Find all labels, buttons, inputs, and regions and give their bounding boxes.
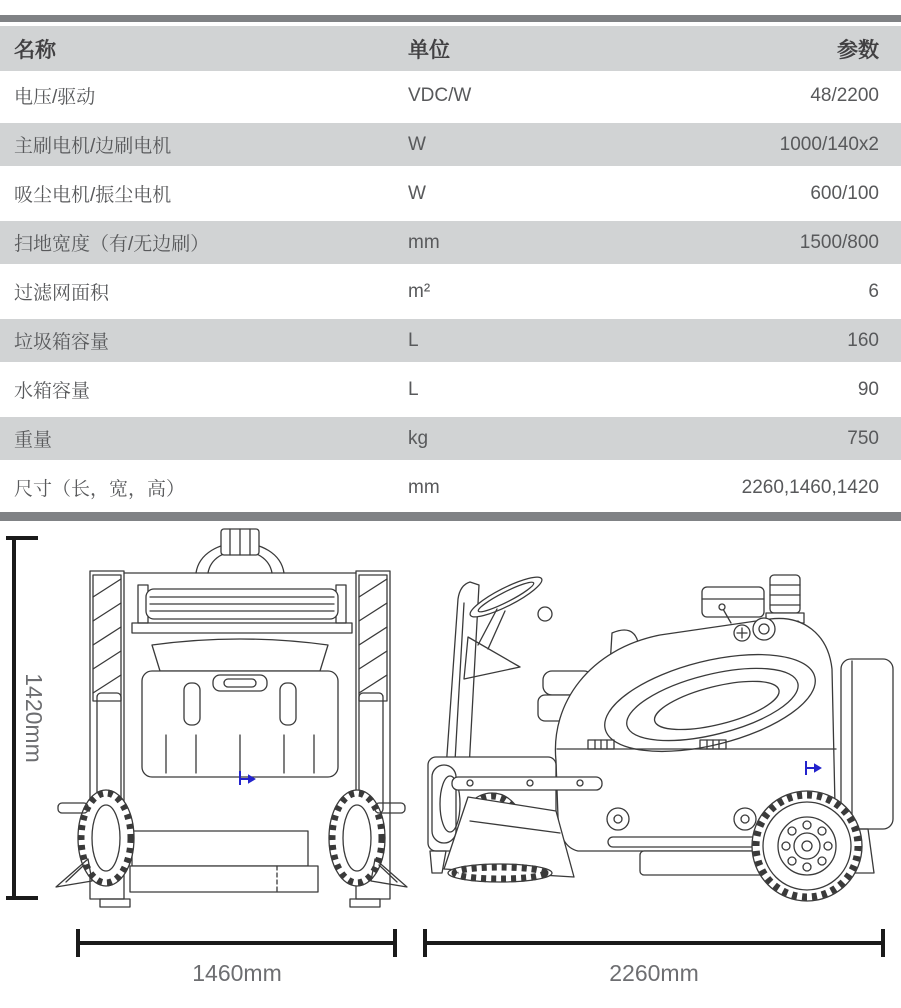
table-row [0,120,901,169]
spec-name-cell: 电压/驱动 [14,87,96,108]
table-header-row [0,26,901,71]
spec-value-cell: 600/100 [810,182,879,204]
spec-value-cell: 2260,1460,1420 [741,476,879,498]
table-bottom-divider [0,512,901,521]
spec-unit-cell: L [408,378,419,400]
spec-unit-cell: W [408,133,426,155]
table-row [0,169,901,218]
table-top-divider [0,15,901,22]
spec-unit-cell: mm [408,231,440,253]
header-unit: 单位 [408,38,450,62]
spec-unit-cell: kg [408,427,429,449]
table-row [0,218,901,267]
spec-value-cell: 160 [847,329,879,351]
table-row [0,365,901,414]
header-value: 参数 [837,38,879,62]
table-row [0,71,901,120]
spec-name-cell: 重量 [14,430,53,451]
length-dimension-label: 2260mm [609,960,699,986]
table-row [0,463,901,512]
table-row [0,316,901,365]
spec-value-cell: 48/2200 [810,84,879,106]
spec-unit-cell: VDC/W [408,84,472,106]
table-row [0,414,901,463]
table-row [0,267,901,316]
spec-value-cell: 90 [857,378,879,400]
spec-value-cell: 6 [868,280,879,302]
header-name: 名称 [14,38,56,62]
spec-name-cell: 扫地宽度（有/无边刷） [14,234,210,255]
machine-diagrams [0,521,901,994]
spec-table [0,15,901,521]
spec-unit-cell: mm [408,476,440,498]
width-dimension-label: 1460mm [192,960,282,986]
spec-value-cell: 1500/800 [799,231,879,253]
height-dimension-label: 1420mm [21,673,47,763]
length-dimension [425,929,883,986]
spec-unit-cell: W [408,182,426,204]
spec-name-cell: 尺寸（长，宽，高） [14,479,186,500]
spec-name-cell: 主刷电机/边刷电机 [14,136,172,157]
spec-value-cell: 1000/140x2 [779,133,879,155]
spec-name-cell: 吸尘电机/振尘电机 [14,185,172,206]
spec-value-cell: 750 [847,427,879,449]
spec-name-cell: 过滤网面积 [14,283,110,304]
height-dimension [6,538,47,898]
front-view-drawing [56,529,407,907]
spec-name-cell: 垃圾箱容量 [14,332,110,353]
spec-unit-cell: m² [408,280,431,302]
side-view-drawing [428,571,893,901]
spec-name-cell: 水箱容量 [14,381,91,402]
spec-unit-cell: L [408,329,419,351]
width-dimension [78,929,395,986]
